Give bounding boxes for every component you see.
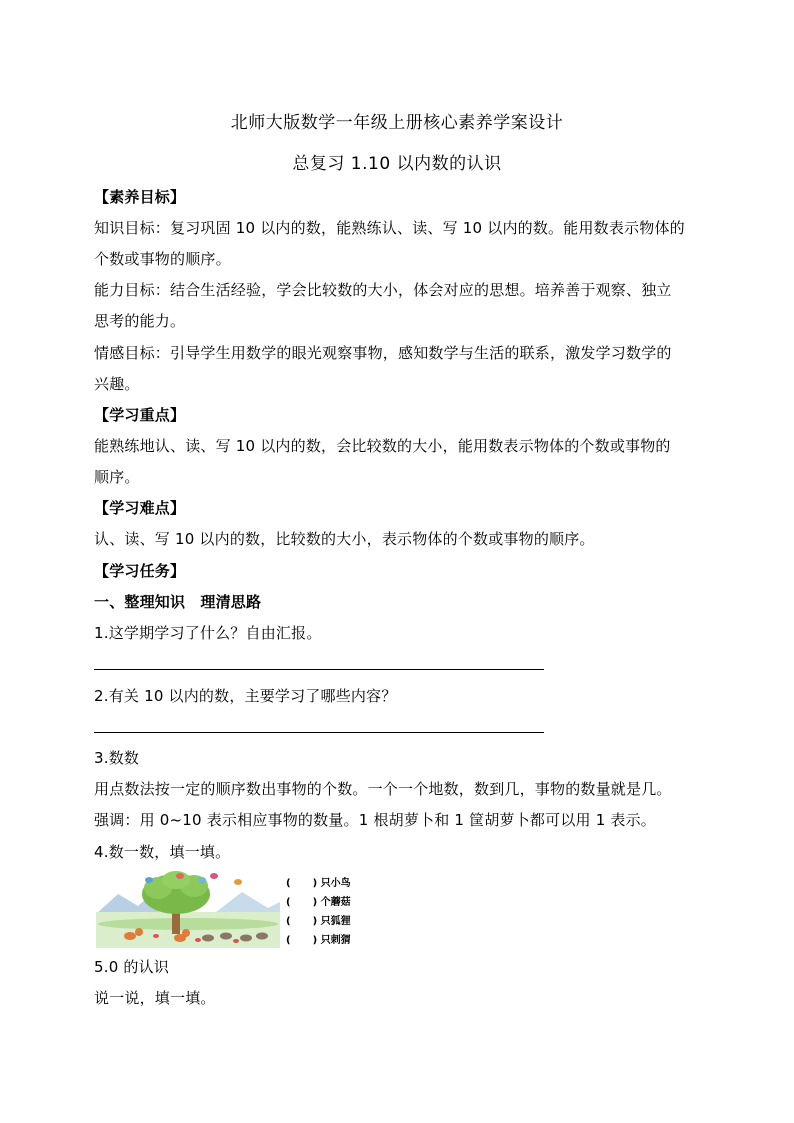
- emotion-goal-line-1: 情感目标：引导学生用数学的眼光观察事物，感知数学与生活的联系，激发学习数学的: [94, 344, 672, 362]
- hedgehog: [256, 933, 268, 940]
- hedgehog: [240, 935, 252, 942]
- fox: [135, 928, 143, 936]
- difficulties-heading: 【学习难点】: [94, 499, 186, 517]
- question-2: 2.有关 10 以内的数，主要学习了哪些内容？: [94, 687, 397, 705]
- key-points-line-2: 顺序。: [94, 468, 140, 486]
- bird: [234, 879, 242, 885]
- question-1: 1.这学期学习了什么？自由汇报。: [94, 624, 322, 642]
- fill-row-foxes: ( ) 只狐狸: [286, 916, 351, 927]
- key-points-heading: 【学习重点】: [94, 406, 186, 424]
- ability-goal-line-2: 思考的能力。: [94, 312, 186, 330]
- fill-row-birds: ( ) 只小鸟: [286, 878, 351, 889]
- goals-heading: 【素养目标】: [94, 188, 186, 206]
- question-3-line-2: 强调：用 0~10 表示相应事物的数量。1 根胡萝卜和 1 筐胡萝卜都可以用 1 表示。: [94, 811, 657, 829]
- mushroom: [195, 938, 201, 942]
- fill-row-hedgehogs: ( ) 只刺猬: [286, 935, 351, 946]
- bird: [198, 877, 206, 883]
- mushroom: [153, 934, 159, 938]
- document-subtitle: 总复习 1.10 以内数的认识: [292, 154, 502, 174]
- knowledge-goal-line-2: 个数或事物的顺序。: [94, 250, 231, 268]
- document-title: 北师大版数学一年级上册核心素养学案设计: [230, 113, 564, 133]
- ability-goal-line-1: 能力目标：结合生活经验，学会比较数的大小，体会对应的思想。培养善于观察、独立: [94, 281, 672, 299]
- emotion-goal-line-2: 兴趣。: [94, 375, 140, 393]
- question-3: 3.数数: [94, 749, 140, 767]
- bird: [176, 873, 184, 879]
- fox: [182, 929, 190, 937]
- hedgehog: [220, 933, 232, 940]
- question-5: 5.0 的认识: [94, 958, 170, 976]
- bird: [210, 873, 218, 879]
- key-points-line-1: 能熟练地认、读、写 10 以内的数，会比较数的大小，能用数表示物体的个数或事物的: [94, 437, 671, 455]
- difficulties-line-1: 认、读、写 10 以内的数，比较数的大小，表示物体的个数或事物的顺序。: [94, 530, 595, 548]
- answer-line-2: [94, 732, 544, 733]
- question-3-line-1: 用点数法按一定的顺序数出事物的个数。一个一个地数，数到几，事物的数量就是几。: [94, 780, 672, 798]
- tasks-heading: 【学习任务】: [94, 562, 186, 580]
- section-1-heading: 一、整理知识 理清思路: [94, 593, 262, 611]
- fox: [124, 932, 136, 940]
- forest-animals-illustration: [96, 868, 280, 948]
- hedgehog: [202, 935, 214, 942]
- fill-row-mushrooms: ( ) 个蘑菇: [286, 897, 351, 908]
- bird: [145, 877, 153, 883]
- mushroom: [233, 939, 239, 943]
- answer-line-1: [94, 669, 544, 670]
- question-4: 4.数一数，填一填。: [94, 843, 231, 861]
- knowledge-goal-line-1: 知识目标：复习巩固 10 以内的数，能熟练认、读、写 10 以内的数。能用数表示物体的: [94, 219, 685, 237]
- question-5-line-1: 说一说，填一填。: [94, 989, 216, 1007]
